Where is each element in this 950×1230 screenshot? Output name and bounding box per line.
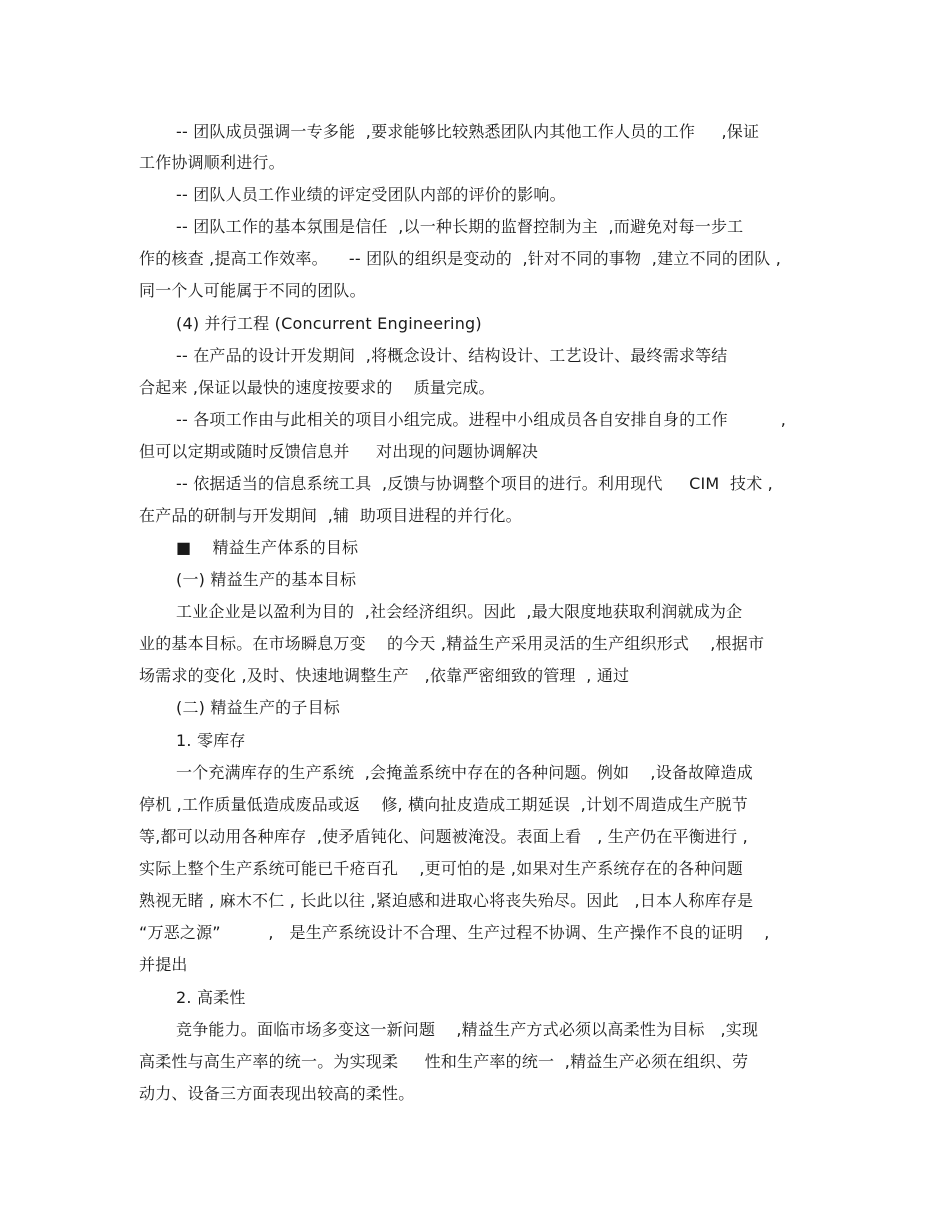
text-line: 但可以定期或随时反馈信息并 对出现的问题协调解决 <box>139 442 539 461</box>
text-line: -- 团队成员强调一专多能 ,要求能够比较熟悉团队内其他工作人员的工作 ,保证 <box>176 122 760 141</box>
text-line: 在产品的研制与开发期间 ,辅 助项目进程的并行化。 <box>139 506 522 525</box>
text-line: “万恶之源” , 是生产系统设计不合理、生产过程不协调、生产操作不良的证明 , <box>139 923 770 942</box>
text-line: -- 团队人员工作业绩的评定受团队内部的评价的影响。 <box>176 185 566 204</box>
section-heading: (4) 并行工程 (Concurrent Engineering) <box>176 314 482 333</box>
text-line: 作的核查 ,提高工作效率。 -- 团队的组织是变动的 ,针对不同的事物 ,建立不同的团队 , <box>139 249 782 268</box>
text-line: 竞争能力。面临市场多变这一新问题 ,精益生产方式必须以高柔性为目标 ,实现 <box>176 1020 759 1039</box>
text-line: 停机 ,工作质量低造成废品或返 修, 横向扯皮造成工期延误 ,计划不周造成生产脱节 <box>139 795 748 814</box>
text-line: 同一个人可能属于不同的团队。 <box>139 281 366 300</box>
text-line: 业的基本目标。在市场瞬息万变 的今天 ,精益生产采用灵活的生产组织形式 ,根据市 <box>139 634 765 653</box>
text-line: 高柔性与高生产率的统一。为实现柔 性和生产率的统一 ,精益生产必须在组织、劳 <box>139 1052 749 1071</box>
section-heading: ■ 精益生产体系的目标 <box>176 538 359 557</box>
text-line: 工业企业是以盈利为目的 ,社会经济组织。因此 ,最大限度地获取利润就成为企 <box>176 602 743 621</box>
text-line: 场需求的变化 ,及时、快速地调整生产 ,依靠严密细致的管理 , 通过 <box>139 666 630 685</box>
text-line: 合起来 ,保证以最快的速度按要求的 质量完成。 <box>139 378 495 397</box>
text-line: 并提出 <box>139 955 188 974</box>
text-line: 工作协调顺利进行。 <box>139 153 285 172</box>
subsection-heading: 2. 高柔性 <box>176 988 246 1007</box>
text-line: 动力、设备三方面表现出较高的柔性。 <box>139 1084 415 1103</box>
text-line: -- 各项工作由与此相关的项目小组完成。进程中小组成员各自安排自身的工作 , <box>176 410 786 429</box>
text-line: -- 依据适当的信息系统工具 ,反馈与协调整个项目的进行。利用现代 CIM 技术 , <box>176 474 773 493</box>
subsection-heading: (二) 精益生产的子目标 <box>176 698 340 717</box>
text-line: 熟视无睹 , 麻木不仁 , 长此以往 ,紧迫感和进取心将丧失殆尽。因此 ,日本人称库存是 <box>139 891 754 910</box>
subsection-heading: 1. 零库存 <box>176 731 246 750</box>
text-line: 等,都可以动用各种库存 ,使矛盾钝化、问题被淹没。表面上看 , 生产仍在平衡进行 , <box>139 827 748 846</box>
subsection-heading: (一) 精益生产的基本目标 <box>176 570 357 589</box>
text-line: -- 在产品的设计开发期间 ,将概念设计、结构设计、工艺设计、最终需求等结 <box>176 346 728 365</box>
text-line: 实际上整个生产系统可能已千疮百孔 ,更可怕的是 ,如果对生产系统存在的各种问题 <box>139 859 744 878</box>
text-line: -- 团队工作的基本氛围是信任 ,以一种长期的监督控制为主 ,而避免对每一步工 <box>176 217 744 236</box>
text-line: 一个充满库存的生产系统 ,会掩盖系统中存在的各种问题。例如 ,设备故障造成 <box>176 763 753 782</box>
